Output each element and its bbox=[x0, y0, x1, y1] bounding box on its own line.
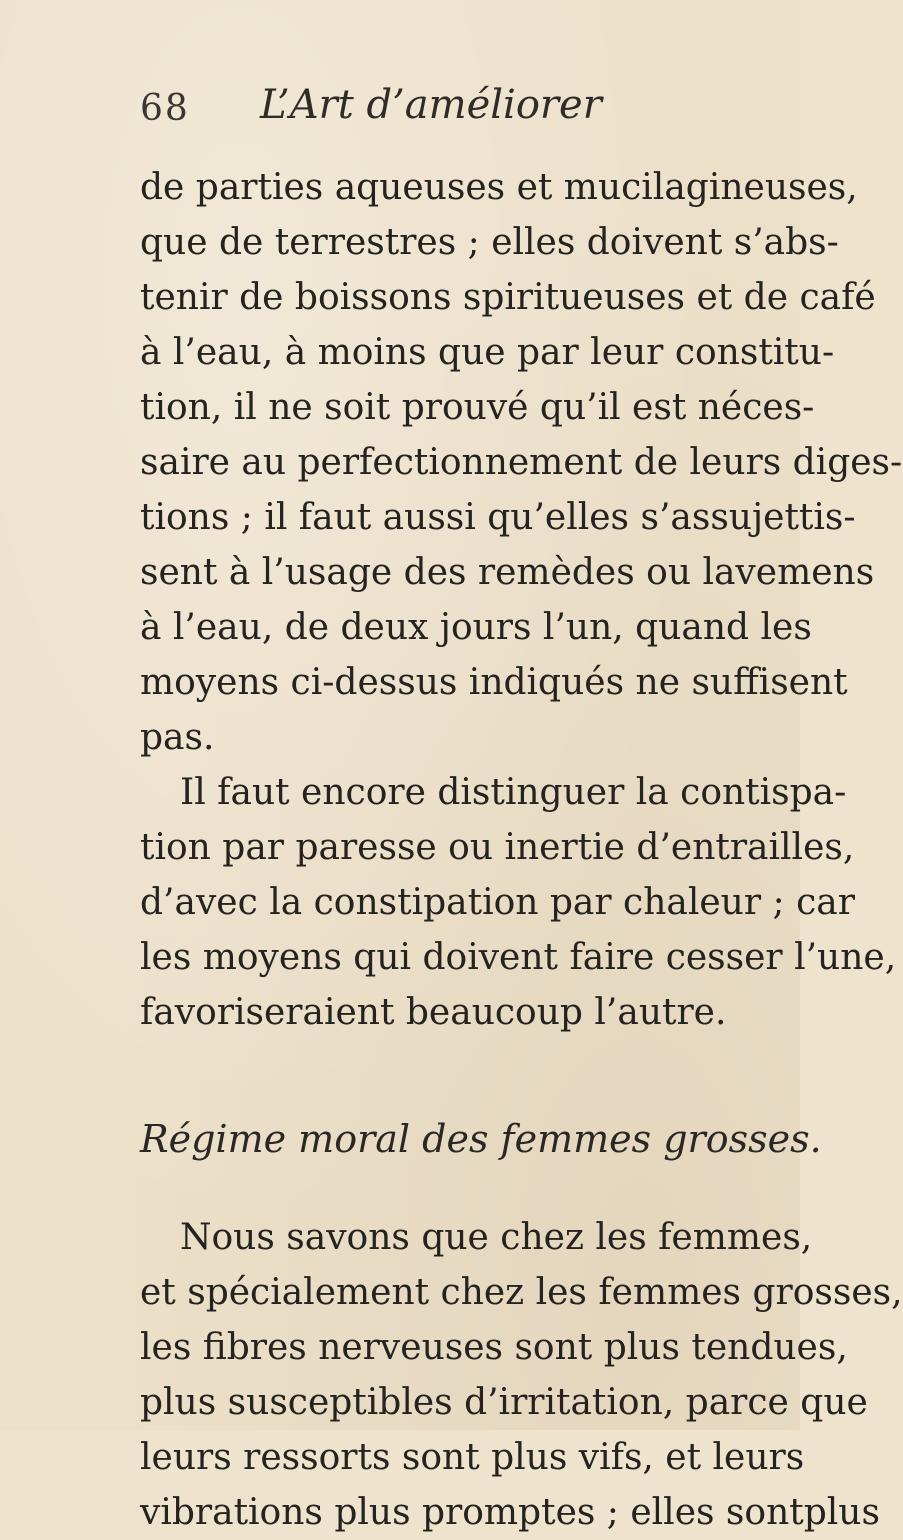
text-line: tions ; il faut aussi qu’elles s’assujettis- bbox=[140, 497, 856, 538]
text-line: Nous savons que chez les femmes, bbox=[180, 1217, 813, 1258]
text-line: tenir de boissons spiritueuses et de café bbox=[140, 277, 876, 318]
text-line: les moyens qui doivent faire cesser l’une, bbox=[140, 937, 897, 978]
text-line: que de terrestres ; elles doivent s’abs- bbox=[140, 222, 839, 263]
text-line: de parties aqueuses et mucilagineuses, bbox=[140, 167, 858, 208]
body-text bbox=[140, 160, 903, 1540]
text-line: à l’eau, de deux jours l’un, quand les bbox=[140, 607, 812, 648]
section-heading: Régime moral des femmes grosses. bbox=[140, 1117, 822, 1161]
text-line: à l’eau, à moins que par leur constitu- bbox=[140, 332, 835, 373]
paragraph-1 bbox=[140, 160, 903, 765]
text-line: pas. bbox=[140, 717, 215, 758]
text-line: leurs ressorts sont plus vifs, et leurs bbox=[140, 1437, 805, 1478]
text-line: saire au perfectionnement de leurs diges- bbox=[140, 442, 903, 483]
text-line: d’avec la constipation par chaleur ; car bbox=[140, 882, 855, 923]
text-line: vibrations plus promptes ; elles sontplus bbox=[140, 1492, 880, 1533]
text-line: favoriseraient beaucoup l’autre. bbox=[140, 992, 727, 1033]
paragraph-2 bbox=[140, 765, 897, 1040]
text-line: plus susceptibles d’irritation, parce que bbox=[140, 1382, 868, 1423]
text-line: sent à l’usage des remèdes ou lavemens bbox=[140, 552, 875, 593]
text-line: Il faut encore distinguer la contispa- bbox=[180, 772, 847, 813]
running-title: L’Art d’améliorer bbox=[260, 82, 602, 128]
text-line: moyens ci-dessus indiqués ne suffisent bbox=[140, 662, 848, 703]
text-line: tion par paresse ou inertie d’entrailles, bbox=[140, 827, 855, 868]
text-line: les fibres nerveuses sont plus tendues, bbox=[140, 1327, 848, 1368]
paragraph-3 bbox=[140, 1210, 903, 1540]
page-number: 68 bbox=[140, 88, 190, 129]
section-spacer bbox=[140, 1040, 780, 1070]
text-line: tion, il ne soit prouvé qu’il est néces- bbox=[140, 387, 815, 428]
text-line: et spécialement chez les femmes grosses, bbox=[140, 1272, 903, 1313]
running-head bbox=[140, 78, 740, 138]
